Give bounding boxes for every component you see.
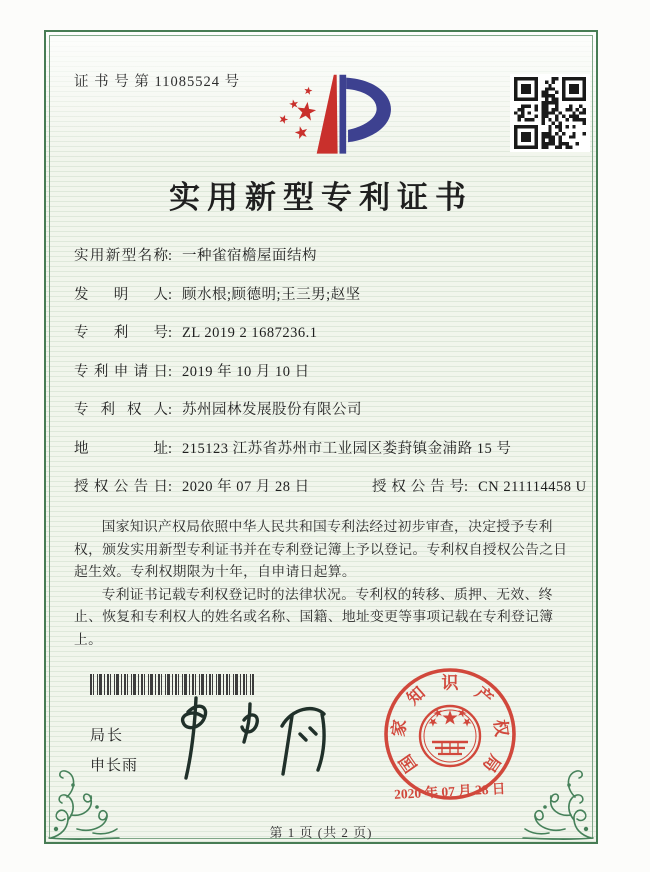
certificate-title: 实用新型专利证书 (169, 180, 473, 215)
logo-stars (278, 86, 317, 140)
field-value: 215123 江苏省苏州市工业园区娄葑镇金浦路 15 号 (182, 440, 512, 457)
field-label-grant-no: 授权公告号 (372, 479, 465, 495)
official-seal (380, 664, 520, 810)
page-number: 第 1 页 (共 2 页) (269, 825, 373, 840)
handwritten-signature (158, 690, 348, 790)
field-value: 2019 年 10 月 10 日 (182, 363, 310, 380)
national-emblem-icon (420, 706, 480, 766)
colon: : (168, 363, 173, 380)
legal-paragraph-1: 国家知识产权局依照中华人民共和国专利法经过初步审查，决定授予专利权，颁发实用新型专利证书并在专利登记簿上予以登记。专利权自授权公告之日起生效。专利权期限为十年，自申请日起算。 (74, 519, 568, 579)
svg-text:识: 识 (441, 673, 459, 693)
field-row-address (74, 439, 576, 460)
svg-text:权: 权 (490, 718, 512, 738)
svg-text:知: 知 (403, 683, 429, 709)
field-row-filing-date (74, 362, 576, 383)
colon: : (168, 479, 173, 495)
field-row-patent-no (74, 323, 576, 344)
field-value: 苏州园林发展股份有限公司 (182, 402, 363, 418)
field-label: 发明人 (74, 286, 168, 303)
colon: : (168, 248, 173, 264)
svg-text:家: 家 (388, 718, 410, 738)
field-row-grant (74, 477, 587, 498)
field-value: ZL 2019 2 1687236.1 (182, 325, 318, 341)
corner-flourish-right (521, 745, 595, 841)
field-row-inventors (74, 285, 576, 306)
corner-flourish-left (47, 745, 121, 841)
field-list (74, 246, 587, 516)
field-label: 授权公告日 (74, 479, 168, 495)
field-value: 2020 年 07 月 28 日 (182, 479, 310, 495)
field-label: 实用新型名称 (74, 248, 168, 264)
logo-red-wedge (317, 75, 338, 154)
legal-paragraph-2: 专利证书记载专利权登记时的法律状况。专利权的转移、质押、无效、终止、恢复和专利权人的姓名或名称、国籍、地址变更等事项记载在专利登记簿上。 (74, 586, 554, 647)
field-label: 专利权人 (74, 402, 168, 418)
colon: : (168, 325, 173, 341)
field-value: 顾水根;顾德明;王三男;赵坚 (182, 286, 361, 303)
svg-text:局: 局 (479, 750, 505, 776)
svg-text:国: 国 (395, 750, 421, 776)
seal-date: 2020 年 07 月 28 日 (393, 781, 506, 802)
colon: : (168, 440, 173, 457)
field-value-grant-no: CN 211114458 U (478, 479, 587, 495)
field-row-name (74, 246, 576, 267)
patent-certificate (44, 30, 598, 844)
cnipa-patent-logo-icon (254, 70, 406, 178)
field-value: 一种雀宿檐屋面结构 (182, 248, 318, 264)
colon: : (168, 402, 173, 418)
svg-text:产: 产 (471, 683, 497, 709)
field-row-patentee (74, 400, 576, 421)
logo-blue-stem (340, 75, 347, 154)
logo-p-bowl (346, 78, 391, 143)
qr-code (510, 74, 590, 152)
field-label: 专利申请日 (74, 363, 168, 380)
field-label: 地址 (74, 440, 168, 457)
certificate-number: 证 书 号 第 11085524 号 (74, 74, 241, 90)
colon: : (464, 479, 469, 495)
colon: : (168, 286, 173, 303)
signatory-name: 申长雨 (90, 758, 139, 774)
field-label: 专利号 (74, 325, 168, 341)
legal-text (74, 516, 572, 651)
signatory-role: 局长 (90, 728, 125, 744)
